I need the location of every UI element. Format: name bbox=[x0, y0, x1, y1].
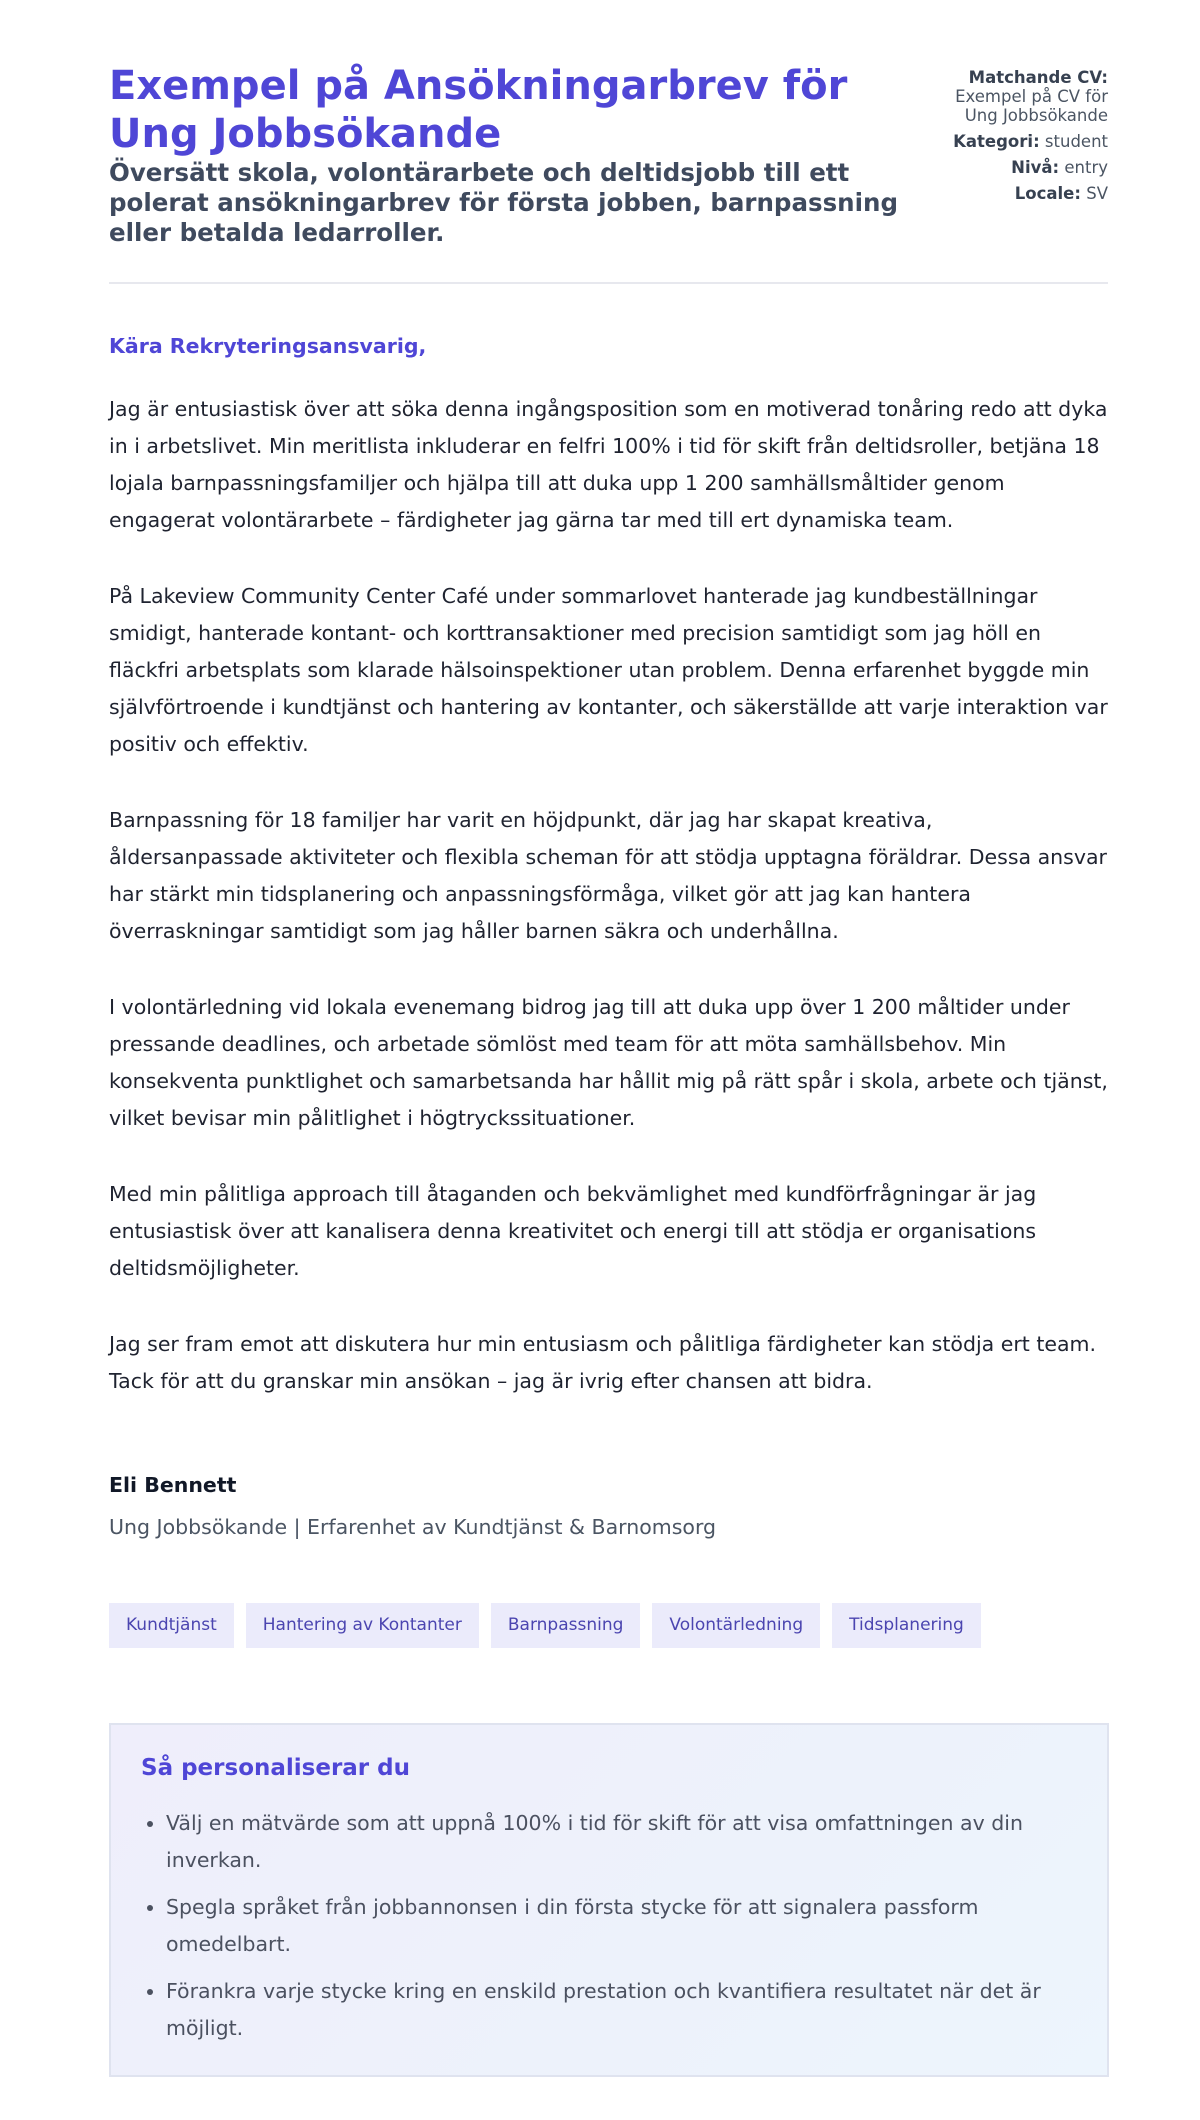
letter-greeting: Kära Rekryteringsansvarig, bbox=[109, 334, 427, 358]
meta-cv-value: Exempel på CV för Ung Jobbsökande bbox=[955, 87, 1108, 125]
page-subtitle: Översätt skola, volontärarbete och deltidsjobb till ett polerat ansökningarbrev för första jobben, barnpassning eller betalda ledarroller. bbox=[109, 158, 898, 247]
meta-category-label: Kategori: bbox=[953, 132, 1040, 151]
meta-level bbox=[938, 158, 1108, 177]
letter-paragraph: Jag är entusiastisk över att söka denna ingångsposition som en motiverad tonåring redo att dyka in i arbetslivet. Min meritlista inkluderar en felfri 100% i tid för skift från deltidsroller, betjäna 18 lojala barnpassningsfamiljer och hjälpa till att duka upp 1 200 samhällsmåltider genom engagerat volontärarbete – färdigheter jag gärna tar med till ert dynamiska team. bbox=[109, 397, 1108, 532]
skill-tag: Hantering av Kontanter bbox=[246, 1603, 479, 1648]
letter-paragraph: Med min pålitliga approach till åtaganden och bekvämlighet med kundförfrågningar är jag entusiastisk över att kanalisera denna kreativitet och energi till att stödja er organisations deltidsmöjligheter. bbox=[109, 1182, 1037, 1280]
meta-locale-label: Locale: bbox=[1014, 184, 1081, 203]
letter-paragraph: Barnpassning för 18 familjer har varit en höjdpunkt, där jag har skapat kreativa, åldersanpassade aktiviteter och flexibla scheman för att stödja upptagna föräldrar. Dessa ansvar har stärkt min tidsplanering och anpassningsförmåga, vilket gör att jag kan hantera överraskningar samtidigt som jag håller barnen säkra och underhållna. bbox=[109, 808, 1107, 943]
meta-panel bbox=[938, 62, 1108, 210]
signature-name: Eli Bennett bbox=[109, 1473, 237, 1497]
meta-category bbox=[938, 132, 1108, 151]
skill-tags bbox=[109, 1603, 1108, 1648]
skill-tag: Tidsplanering bbox=[832, 1603, 981, 1648]
skill-tag: Volontärledning bbox=[652, 1603, 820, 1648]
tip-item: • Spegla språket från jobbannonsen i din första stycke för att signalera passform omedelbart. bbox=[166, 1889, 1077, 1963]
meta-locale bbox=[938, 184, 1108, 203]
tips-list bbox=[141, 1805, 1077, 2047]
tip-item: • Förankra varje stycke kring en enskild prestation och kvantifiera resultatet när det är möjligt. bbox=[166, 1973, 1077, 2047]
meta-locale-value: SV bbox=[1086, 184, 1108, 203]
page-header bbox=[109, 62, 1108, 284]
meta-matching-cv bbox=[938, 68, 1108, 125]
page-title: Exempel på Ansökningarbrev för Ung Jobbsökande bbox=[109, 63, 848, 157]
meta-level-value: entry bbox=[1064, 158, 1108, 177]
header-titles bbox=[109, 62, 909, 248]
letter-paragraph: På Lakeview Community Center Café under sommarlovet hanterade jag kundbeställningar smidigt, hanterade kontant- och korttransaktioner med precision samtidigt som jag höll en fläckfri arbetsplats som klarade hälsoinspektioner utan problem. Denna erfarenhet byggde min självförtroende i kundtjänst och hantering av kontanter, och säkerställde att varje interaktion var positiv och effektiv. bbox=[109, 584, 1108, 756]
tips-title: Så personaliserar du bbox=[141, 1755, 410, 1781]
letter-body bbox=[109, 334, 1108, 1400]
meta-category-value: student bbox=[1044, 132, 1108, 151]
skill-tag: Kundtjänst bbox=[109, 1603, 234, 1648]
signature-block bbox=[109, 1471, 1108, 1541]
meta-cv-label: Matchande CV: bbox=[968, 68, 1108, 87]
personalization-tips bbox=[109, 1723, 1109, 2077]
skill-tag: Barnpassning bbox=[491, 1603, 641, 1648]
letter-paragraph: Jag ser fram emot att diskutera hur min entusiasm och pålitliga färdigheter kan stödja ert team. Tack för att du granskar min ansökan – jag är ivrig efter chansen att bidra. bbox=[109, 1332, 1097, 1393]
letter-paragraph: I volontärledning vid lokala evenemang bidrog jag till att duka upp över 1 200 måltider under pressande deadlines, och arbetade sömlöst med team för att möta samhällsbehov. Min konsekventa punktlighet och samarbetsanda har hållit mig på rätt spår i skola, arbete och tjänst, vilket bevisar min pålitlighet i högtryckssituationer. bbox=[109, 995, 1108, 1130]
signature-title: Ung Jobbsökande | Erfarenhet av Kundtjänst & Barnomsorg bbox=[109, 1515, 717, 1539]
tip-item: • Välj en mätvärde som att uppnå 100% i tid för skift för att visa omfattningen av din inverkan. bbox=[166, 1805, 1077, 1879]
meta-level-label: Nivå: bbox=[1011, 158, 1060, 177]
